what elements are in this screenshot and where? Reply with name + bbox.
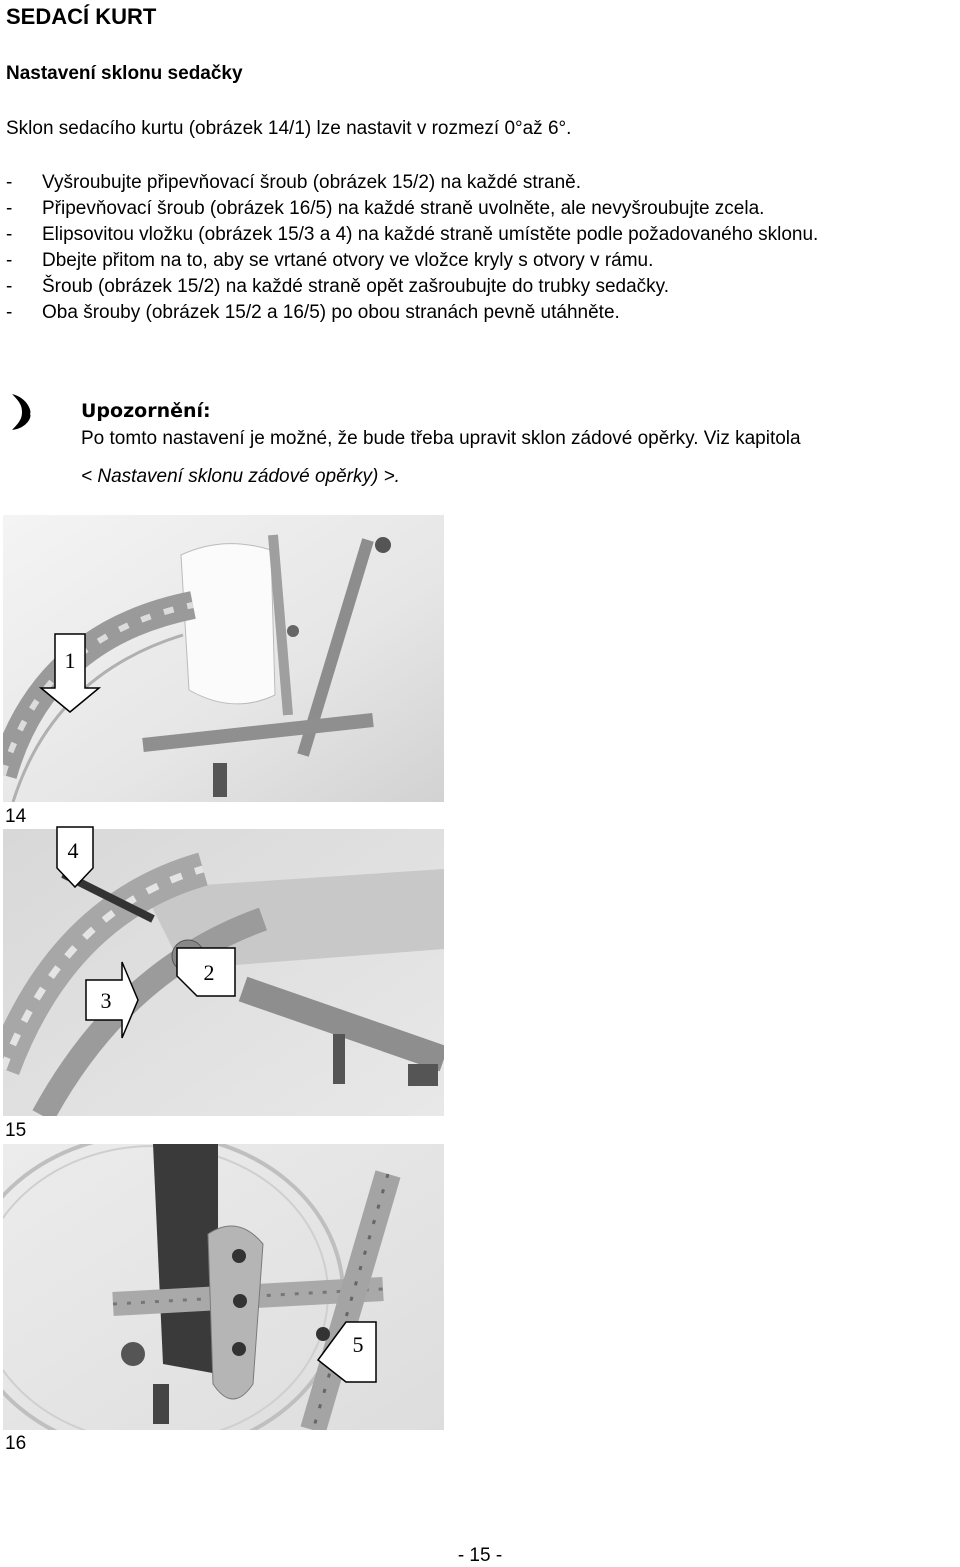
note-text: Po tomto nastavení je možné, že bude třeba upravit sklon zádové opěrky. Viz kapitola <box>81 428 801 449</box>
intro-paragraph: Sklon sedacího kurtu (obrázek 14/1) lze nastavit v rozmezí 0°až 6°. <box>6 118 572 139</box>
svg-text:1: 1 <box>64 648 76 673</box>
note-title: Upozornění: <box>81 400 211 422</box>
page-title: SEDACÍ KURT <box>6 4 157 29</box>
svg-text:2: 2 <box>203 960 215 985</box>
figure-label: 14 <box>5 806 27 827</box>
list-item: - Šroub (obrázek 15/2) na každé straně opět zašroubujte do trubky sedačky. <box>6 276 670 297</box>
figure-16-photo <box>3 1144 444 1430</box>
list-item: - Vyšroubujte připevňovací šroub (obrázek 15/2) na každé straně. <box>6 172 581 193</box>
arrow-3 <box>84 960 140 1040</box>
figure-label: 16 <box>5 1433 27 1454</box>
list-item: - Připevňovací šroub (obrázek 16/5) na každé straně uvolněte, ale nevyšroubujte zcela. <box>6 198 765 219</box>
section-heading: Nastavení sklonu sedačky <box>6 63 243 84</box>
page-number: - 15 - <box>457 1545 503 1566</box>
svg-text:5: 5 <box>352 1332 364 1357</box>
arrow-5 <box>316 1320 378 1384</box>
list-item: - Elipsovitou vložku (obrázek 15/3 a 4) na každé straně umístěte podle požadovaného sklonu. <box>6 224 819 245</box>
arrow-4 <box>55 826 95 888</box>
svg-text:4: 4 <box>67 838 79 863</box>
crescent-icon <box>6 392 36 432</box>
instruction-list <box>6 170 958 326</box>
note-reference: < Nastavení sklonu zádové opěrky) >. <box>81 466 400 487</box>
figure-label: 15 <box>5 1120 27 1141</box>
svg-text:3: 3 <box>100 988 112 1013</box>
list-item: - Dbejte přitom na to, aby se vrtané otvory ve vložce kryly s otvory v rámu. <box>6 250 654 271</box>
arrow-2 <box>175 946 237 998</box>
arrow-1 <box>39 633 101 713</box>
list-item: - Oba šrouby (obrázek 15/2 a 16/5) po obou stranách pevně utáhněte. <box>6 302 620 323</box>
